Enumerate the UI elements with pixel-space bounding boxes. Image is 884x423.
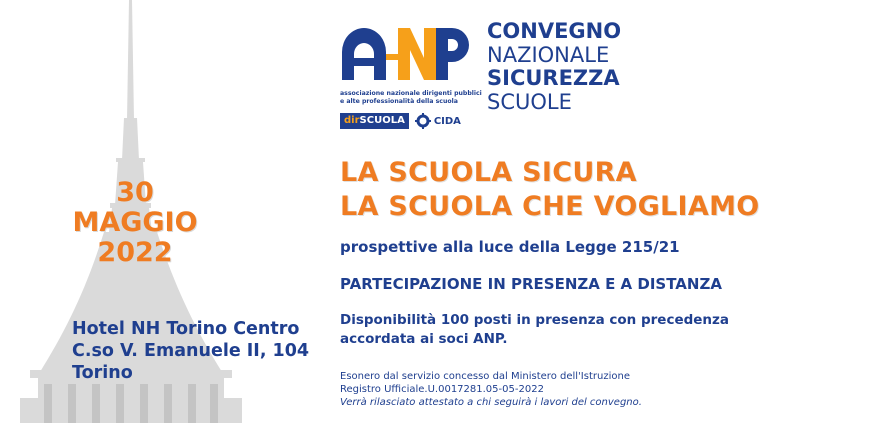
note-registry: Registro Ufficiale.U.0017281.05-05-2022 <box>340 384 544 395</box>
partner-logos <box>340 113 461 129</box>
anp-brand-logo <box>340 18 470 88</box>
date-year: 2022 <box>97 237 173 268</box>
event-venue <box>72 318 309 384</box>
cida-logo: CIDA <box>415 113 461 129</box>
dirscuola-logo: dirSCUOLA <box>340 113 409 129</box>
headline-subtitle: prospettive alla luce della Legge 215/21 <box>340 238 680 256</box>
note-exemption: Esonero dal servizio concesso dal Ministero dell'Istruzione <box>340 371 630 382</box>
headline-line-1: LA SCUOLA SICURA <box>340 157 637 188</box>
footer-notes <box>340 370 642 409</box>
convegno-title: CONVEGNO NAZIONALE SICUREZZA SCUOLE <box>487 19 622 114</box>
headline <box>340 156 760 224</box>
gear-icon <box>415 113 431 129</box>
seat-availability: Disponibilità 100 posti in presenza con precedenza accordata ai soci ANP. <box>340 312 729 347</box>
participation-mode: PARTECIPAZIONE IN PRESENZA E A DISTANZA <box>340 275 722 293</box>
date-day: 30 <box>116 177 154 208</box>
headline-line-2: LA SCUOLA CHE VOGLIAMO <box>340 191 760 222</box>
event-date <box>60 178 210 268</box>
anp-logo <box>340 18 482 130</box>
venue-address: C.so V. Emanuele II, 104 <box>72 341 310 361</box>
venue-city: Torino <box>72 363 133 383</box>
note-certificate: Verrà rilasciato attestato a chi seguirà i lavori del convegno. <box>340 397 642 408</box>
venue-hotel: Hotel NH Torino Centro <box>72 319 300 339</box>
date-month: MAGGIO <box>72 207 198 238</box>
association-name: associazione nazionale dirigenti pubblici e alte professionalità della scuola <box>340 90 482 105</box>
